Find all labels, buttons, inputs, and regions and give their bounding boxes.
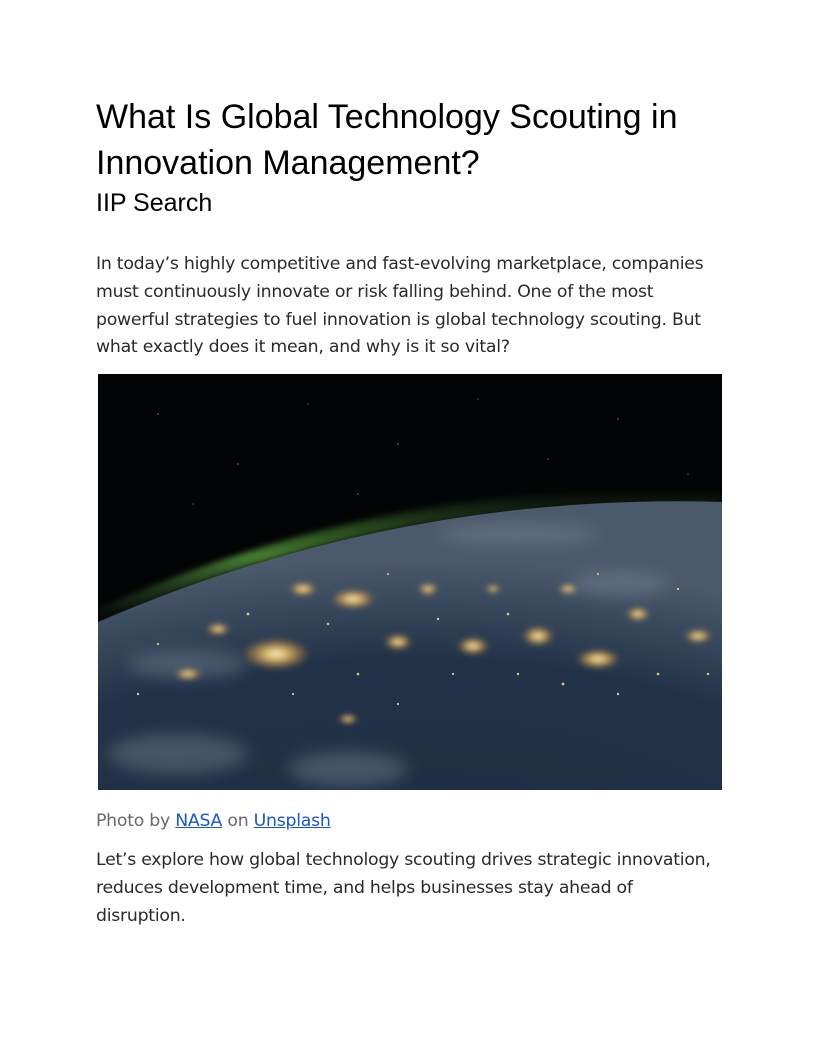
caption-prefix: Photo by (96, 811, 170, 832)
nasa-link[interactable]: NASA (175, 811, 223, 832)
article-subtitle: IIP Search (96, 189, 213, 217)
outro-paragraph: Let’s explore how global technology scouting drives strategic innovation, reduces development time, and helps businesses stay ahead of disruption. (96, 850, 711, 926)
caption-middle: on (227, 811, 249, 832)
article-title: What Is Global Technology Scouting in Innovation Management? (96, 98, 678, 182)
unsplash-link[interactable]: Unsplash (253, 811, 331, 832)
earth-at-night-photo (98, 374, 722, 790)
intro-paragraph: In today’s highly competitive and fast-evolving marketplace, companies must continuously innovate or risk falling behind. One of the most powerful strategies to fuel innovation is global technology scouting. But what exactly does it mean, and why is it so vital? (96, 254, 704, 358)
photo-caption (96, 808, 724, 835)
document-page (96, 94, 724, 931)
